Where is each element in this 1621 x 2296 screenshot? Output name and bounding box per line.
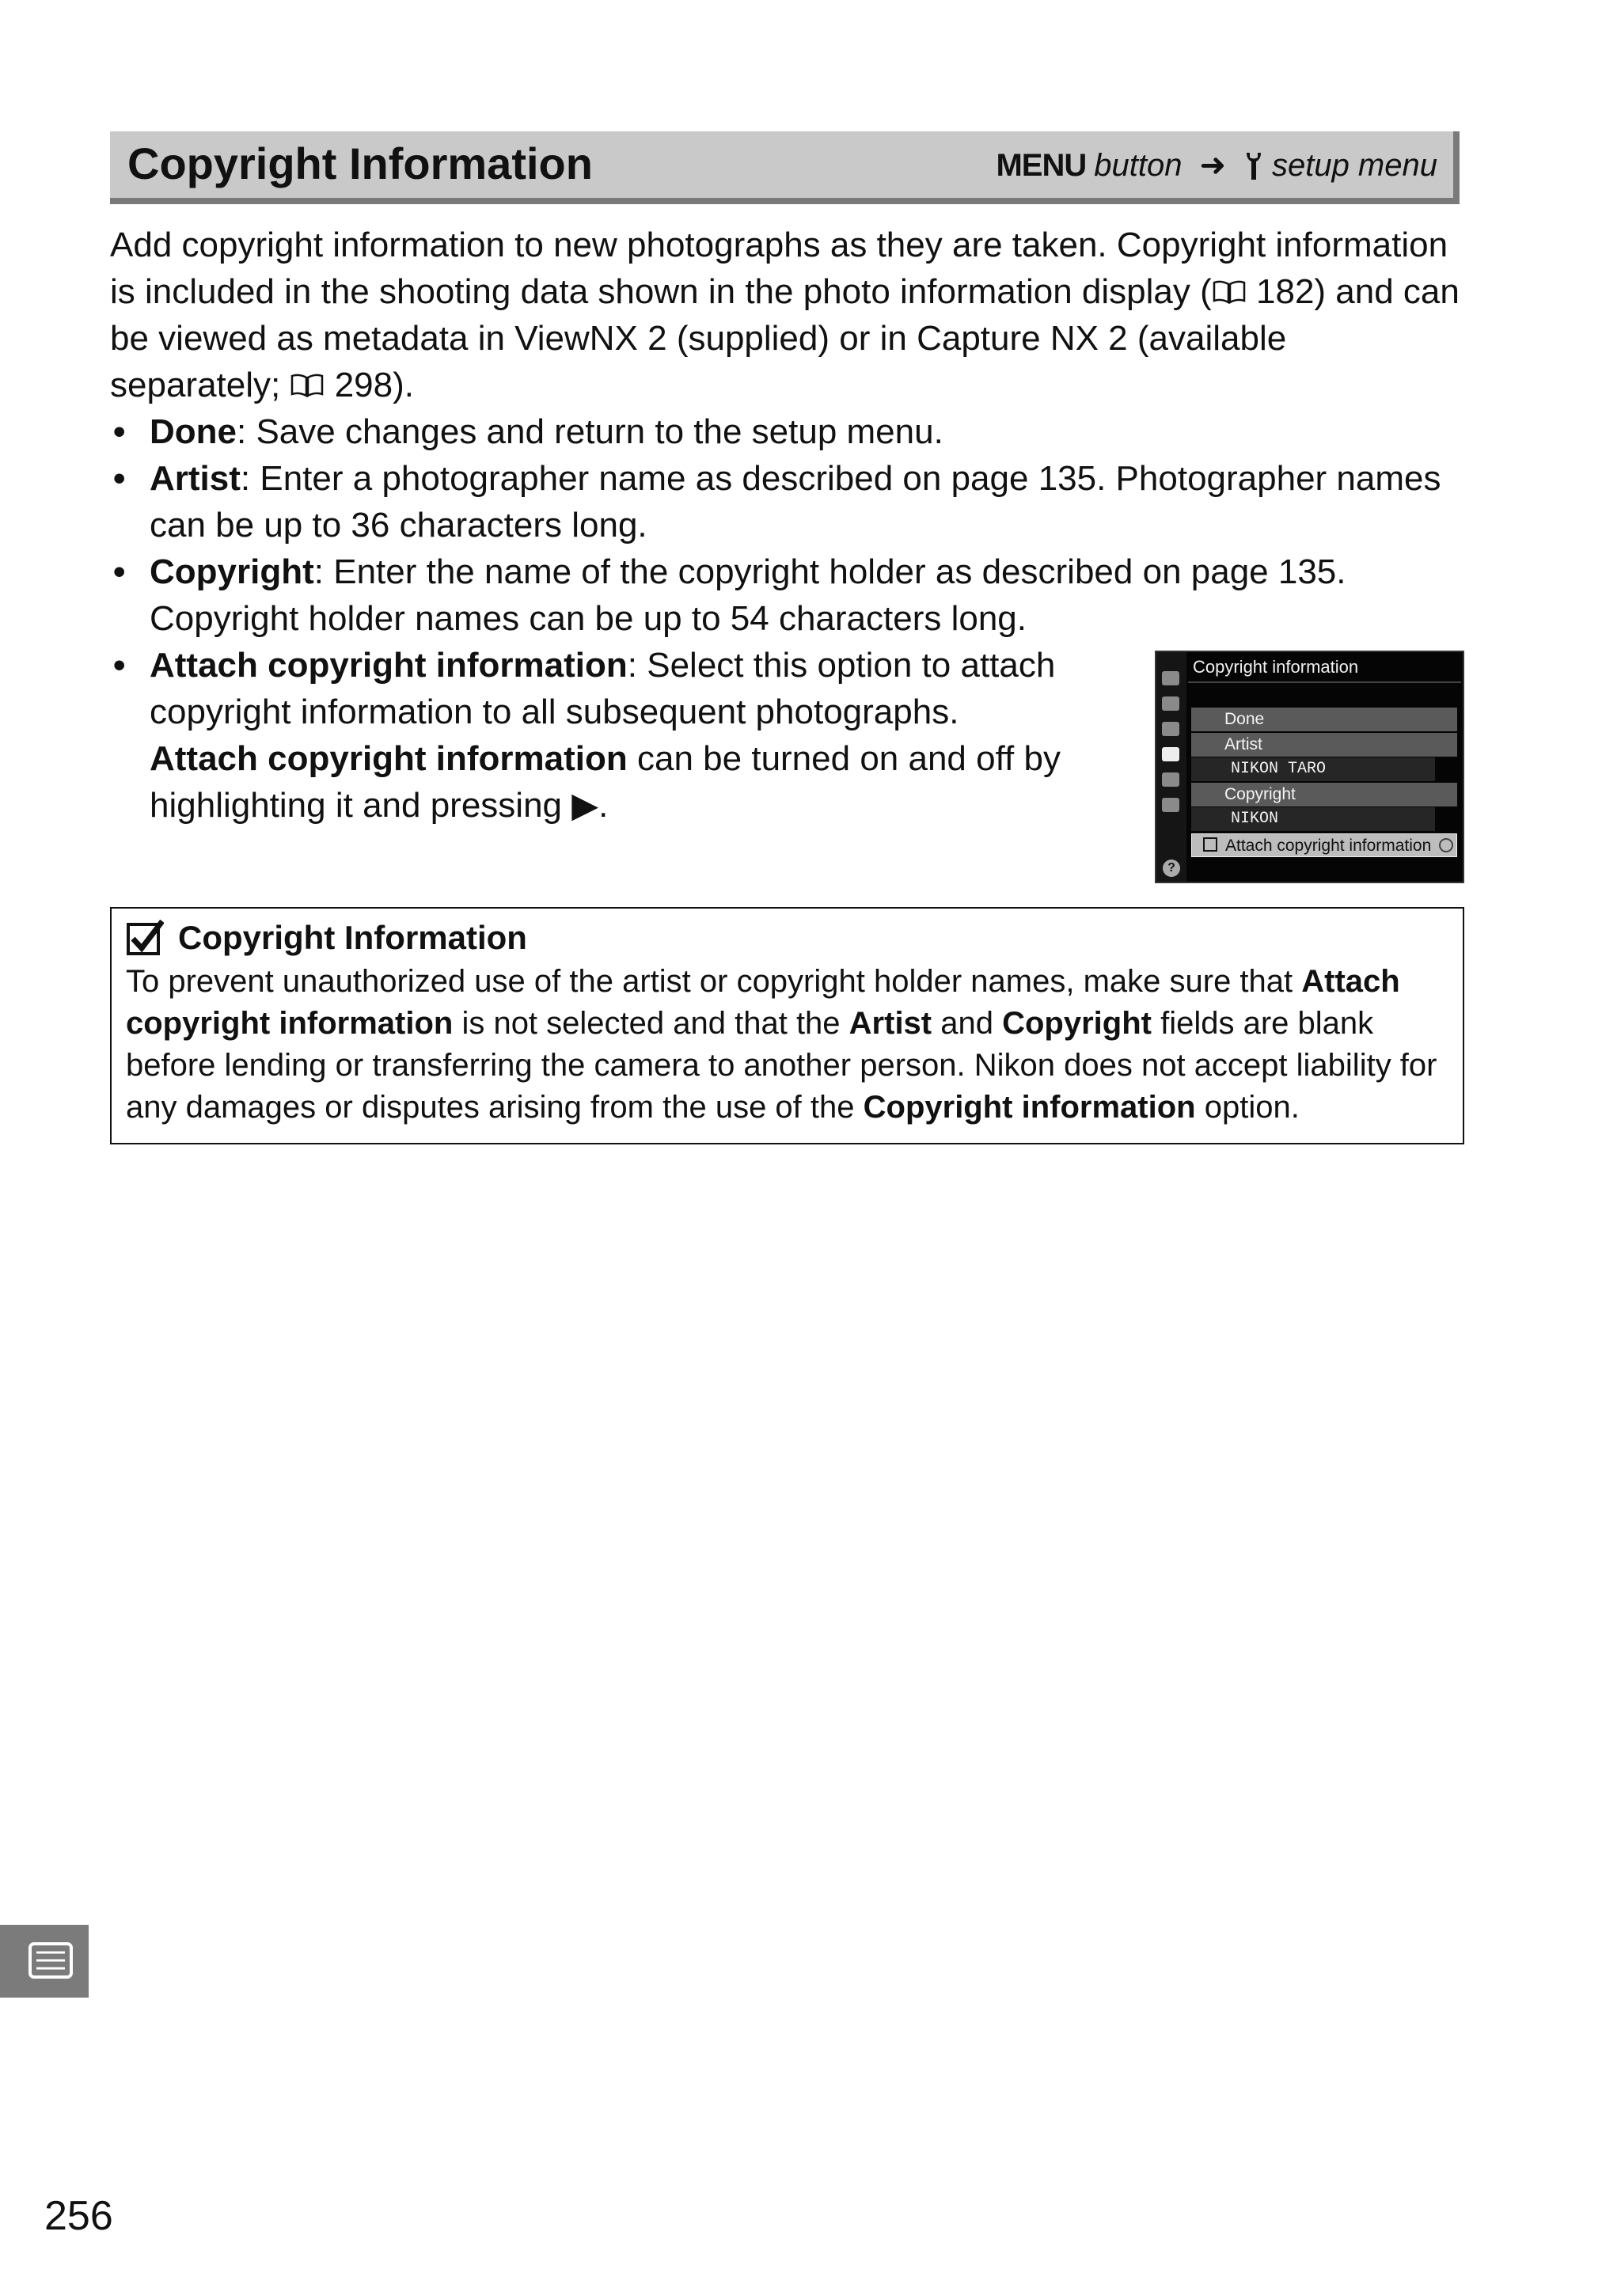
page-ref-298: 298: [334, 366, 393, 404]
help-icon: ?: [1163, 860, 1180, 877]
setup-menu-list-icon: [0, 1925, 89, 1998]
setup-menu-label: setup menu: [1271, 147, 1437, 183]
book-reference-icon: [290, 373, 325, 398]
list-item-artist: • Artist: Enter a photographer name as described on page 135. Photographer names can be up to 36 characters long.: [113, 459, 1441, 545]
arrow-right-icon: ➜: [1199, 148, 1226, 183]
list-item-attach: • Attach copyright information: Select this option to attach copyright information to all subsequent photographs. Attach copyright information can be turned on and off by highlighting it and pressing ▶.: [113, 646, 1061, 825]
screen-row-copyright: Copyright: [1191, 783, 1457, 806]
checkmark-note-icon: [126, 920, 164, 956]
list-item-done: • Done: Save changes and return to the setup menu.: [113, 412, 943, 451]
note-bold-attach: Attach copyright information: [126, 964, 1400, 1041]
note-box: [110, 907, 1464, 1144]
screen-row-artist: Artist: [1191, 733, 1457, 757]
camera-menu-screenshot: [1155, 651, 1464, 883]
note-bold-artist: Artist: [848, 1006, 932, 1041]
list-item-copyright: • Copyright: Enter the name of the copyright holder as described on page 135. Copyright holder names can be up to 54 characters long.: [113, 552, 1346, 638]
menu-path: [996, 147, 1437, 184]
menu-tab-column: [1156, 652, 1186, 882]
shooting-menu-icon: [1162, 696, 1179, 711]
desc-artist: : Enter a photographer name as described on page 135. Photographer names can be up to 36 characters long.: [150, 459, 1441, 545]
note-text-4: fields are blank before lending or transferring the camera to another person. Nikon does not accept liability for any damages or disputes arising from the use of the: [126, 1006, 1437, 1125]
note-text-3: and: [932, 1006, 1003, 1041]
note-body: [126, 961, 1448, 1129]
screen-row-done: Done: [1191, 708, 1457, 731]
screen-row-attach-label: Attach copyright information: [1225, 837, 1432, 855]
section-tab: [0, 1925, 89, 1998]
go-arrow-icon: [1439, 838, 1453, 852]
checkbox-icon: [1203, 837, 1217, 852]
note-heading: [126, 915, 1448, 961]
menu-button-word: button: [1094, 147, 1183, 183]
term-copyright: Copyright: [150, 552, 314, 591]
desc-attach-2: can be turned on and off by highlighting it and pressing: [150, 739, 1061, 825]
menu-key-label: MENU: [996, 147, 1087, 183]
desc-attach-end: .: [598, 786, 609, 825]
playback-menu-icon: [1162, 671, 1179, 685]
page-number: 256: [44, 2193, 113, 2239]
custom-settings-icon: [1162, 722, 1179, 736]
note-title: Copyright Information: [178, 919, 527, 956]
page-title: Copyright Information: [127, 139, 593, 188]
screen-field-artist: NIKON TARO: [1191, 757, 1435, 781]
screen-title: Copyright information: [1193, 657, 1359, 677]
setup-menu-icon: [1162, 747, 1179, 761]
note-bold-copyright: Copyright: [1002, 1006, 1152, 1041]
note-text-5: option.: [1195, 1090, 1300, 1125]
term-attach-2: Attach copyright information: [150, 739, 628, 778]
desc-attach: : Select this option to attach copyright information to all subsequent photographs.: [150, 646, 1056, 731]
note-bold-copyright-info: Copyright information: [863, 1090, 1196, 1125]
page-ref-182: 182: [1256, 272, 1315, 311]
term-artist: Artist: [150, 459, 241, 498]
screen-divider: [1188, 681, 1461, 683]
intro-paragraph: [110, 222, 1463, 408]
book-reference-icon: [1212, 279, 1247, 305]
screen-field-copyright: NIKON: [1191, 807, 1435, 831]
multi-selector-right-icon: ▶: [571, 786, 599, 825]
my-menu-icon: [1162, 798, 1179, 812]
term-done: Done: [150, 412, 237, 451]
screen-row-attach: [1191, 833, 1457, 857]
intro-text-2: ) and can be viewed as metadata in ViewNX 2 (supplied) or in Capture NX 2 (available separately;: [110, 272, 1460, 404]
desc-copyright: : Enter the name of the copyright holder as described on page 135. Copyright holder names can be up to 54 characters long.: [150, 552, 1346, 638]
wrench-icon: [1243, 150, 1264, 181]
desc-done: : Save changes and return to the setup menu.: [237, 412, 943, 451]
term-attach: Attach copyright information: [150, 646, 628, 685]
retouch-menu-icon: [1162, 772, 1179, 787]
note-text-1: To prevent unauthorized use of the artist or copyright holder names, make sure that: [126, 964, 1302, 999]
note-text-2: is not selected and that the: [453, 1006, 849, 1041]
intro-text-1: Add copyright information to new photographs as they are taken. Copyright information is included in the shooting data shown in the photo information display (: [110, 226, 1448, 311]
section-header: [110, 131, 1460, 204]
intro-text-3: ).: [393, 366, 415, 404]
